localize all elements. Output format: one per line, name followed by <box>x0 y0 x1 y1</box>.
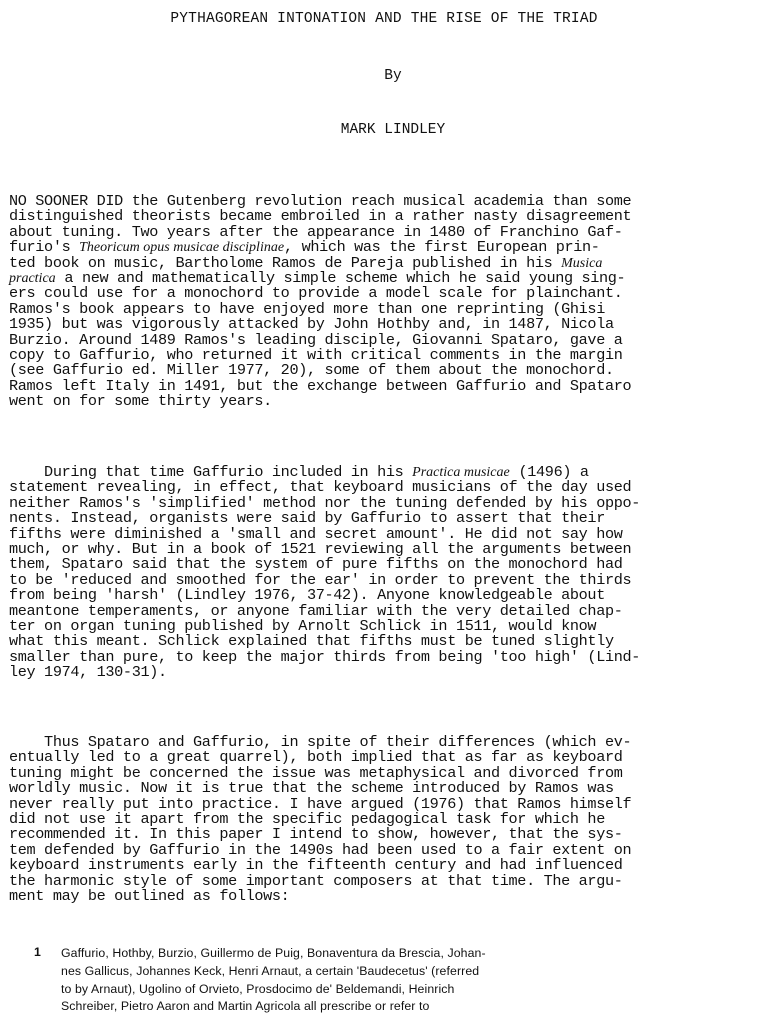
text-line: Ramos's book appears to have enjoyed more than one reprinting (Ghisi <box>9 299 605 318</box>
text-line: tem defended by Gaffurio in the 1490s had been used to a fair extent on <box>9 840 632 859</box>
text-line: smaller than pure, to keep the major thirds from being 'too high' (Lind- <box>9 647 641 666</box>
italic-title: practica <box>9 270 56 286</box>
article-title: PYTHAGOREAN INTONATION AND THE RISE OF THE TRIAD <box>170 11 598 27</box>
text-line: much, or why. But in a book of 1521 reviewing all the arguments between <box>9 539 632 558</box>
text-line: meantone temperaments, or anyone familiar with the very detailed chap- <box>9 601 623 620</box>
author-name: MARK LINDLEY <box>340 122 446 138</box>
text-line: never really put into practice. I have argued (1976) that Ramos himself <box>9 794 632 813</box>
text-line: NO SOONER DID the Gutenberg revolution reach musical academia than some <box>9 192 632 210</box>
text-line: nents. Instead, organists were said by Gaffurio to assert that their <box>9 509 605 528</box>
footnote <box>36 945 486 1016</box>
footnote-line: nes Gallicus, Johannes Keck, Henri Arnaut, a certain 'Baudecetus' (referred <box>61 963 480 978</box>
body-paragraph-1 <box>9 194 631 409</box>
text-line: worldly music. Now it is true that the scheme introduced by Ramos was <box>9 779 614 798</box>
text-line: the harmonic style of some important composers at that time. The argu- <box>9 871 623 890</box>
text-line: practica a new and mathematically simple scheme which he said young sing- <box>9 268 626 287</box>
text-line: them, Spataro said that the system of pure fifths on the monochord had <box>9 555 623 574</box>
text-line: Burzio. Around 1489 Ramos's leading disciple, Giovanni Spataro, gave a <box>9 330 623 349</box>
text-line: ers could use for a monochord to provide a model scale for plainchant. <box>9 284 623 303</box>
text-line: to be 'reduced and smoothed for the ear' in order to prevent the thirds <box>9 570 632 589</box>
text-line: did not use it apart from the specific pedagogical task for which he <box>9 809 605 828</box>
text-line: about tuning. Two years after the appearance in 1480 of Franchino Gaf- <box>9 222 623 241</box>
text-line: entually led to a great quarrel), both implied that as far as keyboard <box>9 748 623 767</box>
footnote-text <box>61 945 486 1016</box>
footnote-number: 1 <box>34 945 41 959</box>
italic-title: Practica musicae <box>412 465 510 480</box>
italic-title: Musica <box>561 255 603 271</box>
text-line: (see Gaffurio ed. Miller 1977, 20), some of them about the monochord. <box>9 361 614 380</box>
text-line: Thus Spataro and Gaffurio, in spite of their differences (which ev- <box>9 733 632 751</box>
text-line: ment may be outlined as follows: <box>9 886 290 905</box>
text-line: copy to Gaffurio, who returned it with critical comments in the margin <box>9 345 623 364</box>
text-line: keyboard instruments early in the fifteenth century and had influenced <box>9 856 623 875</box>
body-paragraph-3 <box>9 735 631 904</box>
text-line: ted book on music, Bartholome Ramos de Pareja published in his Musica <box>9 253 603 272</box>
text-line: 1935) but was vigorously attacked by John Hothby and, in 1487, Nicola <box>9 315 614 334</box>
text-line: statement revealing, in effect, that keyboard musicians of the day used <box>9 478 632 497</box>
text-line: from being 'harsh' (Lindley 1976, 37-42). Anyone knowledgeable about <box>9 586 605 605</box>
text-line: fifths were diminished a 'small and secret amount'. He did not say how <box>9 524 623 543</box>
byline-by: By <box>384 68 402 84</box>
footnote-line: to by Arnaut), Ugolino of Orvieto, Prosdocimo de' Beldemandi, Heinrich <box>61 981 455 996</box>
text-line: During that time Gaffurio included in his Practica musicae (1496) a <box>9 463 589 481</box>
text-line: what this meant. Schlick explained that fifths must be tuned slightly <box>9 632 614 651</box>
text-line: distinguished theorists became embroiled in a rather nasty disagreement <box>9 207 632 226</box>
body-paragraph-2 <box>9 465 640 680</box>
footnote-line: Schreiber, Pietro Aaron and Martin Agricola all prescribe or refer to <box>61 999 430 1014</box>
text-line: ter on organ tuning published by Arnolt Schlick in 1511, would know <box>9 616 597 635</box>
italic-title: Theoricum opus musicae disciplinae <box>79 240 285 256</box>
footnote-line: Gaffurio, Hothby, Burzio, Guillermo de Puig, Bonaventura da Brescia, Johan- <box>61 946 486 960</box>
text-line: tuning might be concerned the issue was metaphysical and divorced from <box>9 763 623 782</box>
text-line: recommended it. In this paper I intend to show, however, that the sys- <box>9 825 623 844</box>
text-line: Ramos left Italy in 1491, but the exchange between Gaffurio and Spataro <box>9 376 632 395</box>
text-line: ley 1974, 130-31). <box>9 663 167 682</box>
text-line: went on for some thirty years. <box>9 392 272 411</box>
text-line: neither Ramos's 'simplified' method nor the tuning defended by his oppo- <box>9 493 641 512</box>
text-line: furio's Theoricum opus musicae disciplinae, which was the first European prin- <box>9 238 600 257</box>
